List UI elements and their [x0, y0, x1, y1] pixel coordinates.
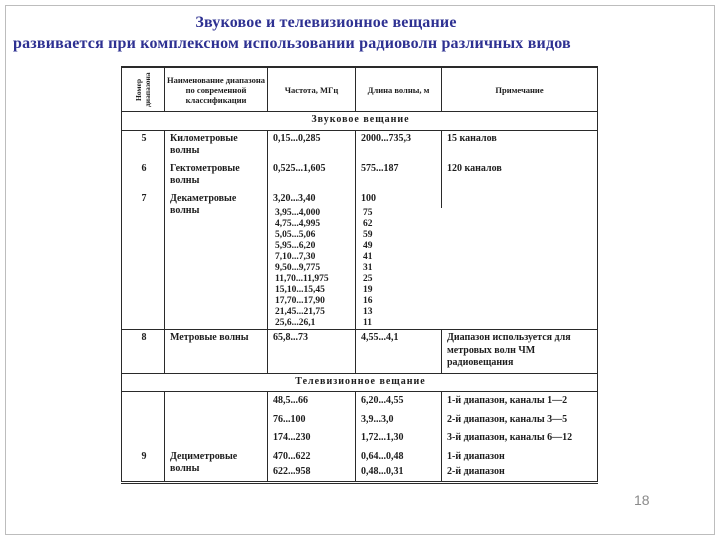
cell-frequency: 21,45...21,75 — [268, 307, 356, 318]
cell-band-number: 7 — [122, 191, 165, 330]
cell-frequency: 3,95...4,000 — [268, 208, 356, 219]
header-wavelength: Длина волны, м — [356, 67, 442, 112]
cell-frequency: 7,10...7,30 — [268, 252, 356, 263]
cell-wavelength: 62 — [363, 219, 373, 229]
slide-title-line1: Звуковое и телевизионное вещание — [195, 14, 457, 31]
cell-frequency: 622...958 — [268, 466, 356, 482]
cell-band-number: 9 — [122, 448, 165, 483]
cell-wavelength: 11 — [363, 318, 372, 328]
cell-band-name: Гектометровые волны — [165, 161, 268, 191]
cell-frequency: 17,70...17,90 — [268, 296, 356, 307]
header-note: Примечание — [442, 67, 598, 112]
cell-band-number: 5 — [122, 130, 165, 161]
cell-note: 120 каналов — [447, 162, 502, 174]
section-title-sound — [122, 112, 598, 131]
table-row — [122, 191, 598, 209]
cell-wavelength: 100 — [356, 191, 442, 209]
header-frequency: Частота, МГц — [268, 67, 356, 112]
table-header-row — [122, 67, 598, 112]
header-band-number-label: Номер диапазона — [134, 72, 152, 107]
cell-frequency: 5,05...5,06 — [268, 230, 356, 241]
cell-wavelength: 4,55...4,1 — [356, 330, 442, 374]
section-title-tv-label: Телевизионное вещание — [122, 373, 598, 392]
table-row — [122, 330, 598, 374]
cell-note: 15 каналов — [447, 132, 497, 144]
cell-frequency: 4,75...4,995 — [268, 219, 356, 230]
table-row — [122, 161, 598, 191]
cell-wavelength: 75 — [363, 208, 373, 218]
header-band-name: Наименование диапазона по современной классификации — [165, 67, 268, 112]
cell-note: Диапазон используется для метровых волн ЧМ радиовещания — [442, 330, 598, 374]
cell-wavelength: 49 — [363, 241, 373, 251]
section-title-tv — [122, 373, 598, 392]
cell-frequency: 3,20...3,40 — [268, 191, 356, 209]
cell-frequency: 65,8...73 — [268, 330, 356, 374]
radio-bands-table — [121, 66, 598, 484]
header-band-number — [122, 67, 165, 112]
cell-band-name: Метровые волны — [165, 330, 268, 374]
cell-wavelength: 19 — [363, 285, 373, 295]
cell-band-name: Километровые волны — [165, 130, 268, 161]
cell-frequency: 25,6...26,1 — [268, 318, 356, 330]
cell-band-name: Декаметровые волны — [165, 191, 268, 330]
cell-band-name — [165, 392, 268, 448]
cell-note: 3-й диапазон, каналы 6—12 — [447, 432, 573, 443]
cell-wavelength: 41 — [363, 252, 373, 262]
cell-band-number: 8 — [122, 330, 165, 374]
cell-band-number: 6 — [122, 161, 165, 191]
cell-frequency: 15,10...15,45 — [268, 285, 356, 296]
cell-frequency: 76...100 — [268, 411, 356, 430]
cell-wavelength: 1,72...1,30 — [356, 429, 442, 448]
cell-frequency: 0,525...1,605 — [268, 161, 356, 191]
cell-wavelength: 59 — [363, 230, 373, 240]
cell-wavelength: 3,9...3,0 — [356, 411, 442, 430]
cell-frequency: 174...230 — [268, 429, 356, 448]
table-row — [122, 448, 598, 467]
table-row — [122, 392, 598, 411]
section-title-sound-label: Звуковое вещание — [122, 112, 598, 131]
cell-wavelength: 13 — [363, 307, 373, 317]
table-row — [122, 130, 598, 161]
cell-wavelength: 6,20...4,55 — [356, 392, 442, 411]
cell-frequency: 9,50...9,775 — [268, 263, 356, 274]
cell-wavelength: 575...187 — [356, 161, 442, 191]
cell-note — [442, 191, 598, 330]
cell-wavelength: 31 — [363, 263, 373, 273]
cell-frequency: 5,95...6,20 — [268, 241, 356, 252]
cell-wavelength: 16 — [363, 296, 373, 306]
cell-wavelength: 2000...735,3 — [356, 130, 442, 161]
cell-wavelength: 25 — [363, 274, 373, 284]
page-number: 18 — [634, 492, 650, 508]
cell-band-name: Дециметровые волны — [165, 448, 268, 483]
cell-note: 2-й диапазон, каналы 3—5 — [447, 413, 568, 425]
cell-note: 2-й диапазон — [447, 466, 505, 477]
cell-frequency: 0,15...0,285 — [268, 130, 356, 161]
cell-band-number — [122, 392, 165, 448]
cell-frequency: 11,70...11,975 — [268, 274, 356, 285]
cell-frequency: 470...622 — [268, 448, 356, 467]
cell-frequency: 48,5...66 — [268, 392, 356, 411]
cell-note: 1-й диапазон — [447, 450, 505, 462]
cell-note: 1-й диапазон, каналы 1—2 — [447, 395, 568, 406]
slide-title-line2: развивается при комплексном использовании радиоволн различных видов — [13, 35, 571, 52]
cell-wavelength: 0,64...0,48 — [356, 448, 442, 467]
cell-wavelength: 0,48...0,31 — [356, 466, 442, 482]
